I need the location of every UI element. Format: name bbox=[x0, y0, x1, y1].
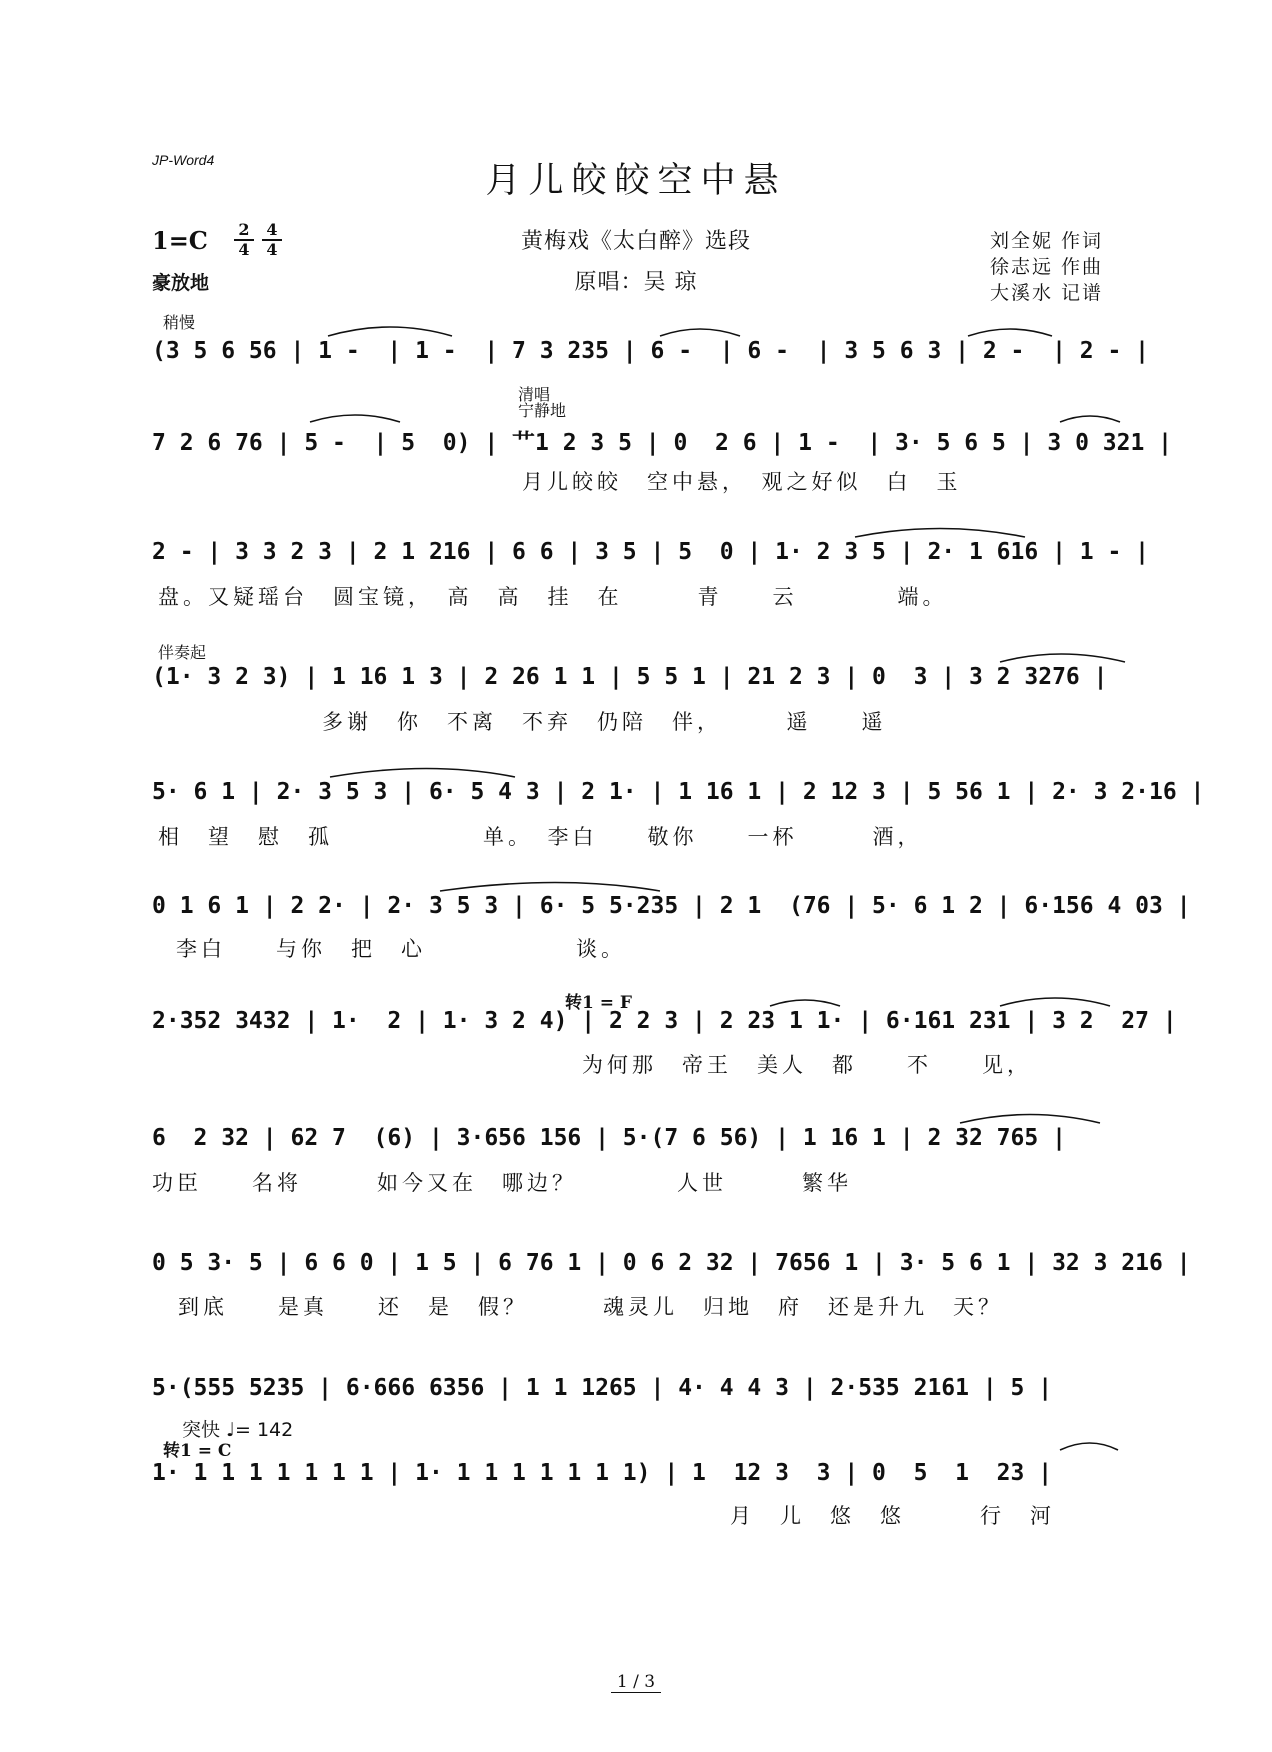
tie-mark bbox=[660, 329, 740, 336]
modulation-mark-f: 转1 = F bbox=[565, 993, 632, 1013]
lyric-line-5: 相 望 慰 孤 单。 李白 敬你 一杯 酒， bbox=[158, 825, 923, 849]
meter-bottom: 4 bbox=[266, 240, 278, 259]
notation-line-2: 7 2 6 76 | 5 - | 5 0) | 艹1 2 3 5 | 0 2 6 | 1 - | 3· 5 6 5 | 3 0 321 | bbox=[152, 430, 1172, 456]
meter-top: 4 bbox=[266, 220, 278, 239]
notation-line-10: 5·(555 5235 | 6·666 6356 | 1 1 1265 | 4· 4 4 3 | 2·535 2161 | 5 | bbox=[152, 1375, 1053, 1401]
notation-line-3: 2 - | 3 3 2 3 | 2 1 216 | 6 6 | 3 5 | 5 0 | 1· 2 3 5 | 2· 1 616 | 1 - | bbox=[152, 539, 1149, 565]
slur-mark bbox=[960, 1115, 1100, 1124]
song-title: 月儿皎皎空中悬 bbox=[485, 161, 787, 201]
tempo-mark-slow: 稍慢 bbox=[163, 313, 196, 332]
slur-mark bbox=[1000, 998, 1110, 1006]
slur-mark bbox=[855, 529, 1025, 538]
tempo-change-mark: 突快 ♩= 142 bbox=[182, 1419, 294, 1441]
notation-line-11: 1· 1 1 1 1 1 1 1 | 1· 1 1 1 1 1 1 1) | 1 12 3 3 | 0 5 1 23 | bbox=[152, 1460, 1053, 1486]
slur-mark bbox=[1000, 654, 1125, 662]
key-signature: 1=C bbox=[152, 226, 208, 255]
transcriber-credit: 大溪水 记谱 bbox=[990, 282, 1104, 304]
expression-mark: 豪放地 bbox=[152, 272, 210, 294]
accompaniment-mark: 伴奏起 bbox=[158, 643, 207, 662]
original-singer: 原唱：吴 琼 bbox=[574, 270, 698, 295]
modulation-mark-c: 转1 = C bbox=[163, 1441, 232, 1461]
notation-line-5: 5· 6 1 | 2· 3 5 3 | 6· 5 4 3 | 2 1· | 1 16 1 | 2 12 3 | 5 56 1 | 2· 3 2·16 | bbox=[152, 779, 1205, 805]
notation-line-6: 0 1 6 1 | 2 2· | 2· 3 5 3 | 6· 5 5·235 | 2 1 (76 | 5· 6 1 2 | 6·156 4 03 | bbox=[152, 893, 1191, 919]
subtitle: 黄梅戏《太白醉》选段 bbox=[520, 229, 751, 254]
lyric-line-9: 到底 是真 还 是 假？ 魂灵儿 归地 府 还是升九 天？ bbox=[178, 1295, 1003, 1319]
lyric-line-6: 李白 与你 把 心 谈。 bbox=[176, 937, 626, 961]
meter-bottom: 4 bbox=[238, 240, 250, 259]
lyric-line-4: 多谢 你 不离 不弃 仍陪 伴， 遥 遥 bbox=[322, 710, 887, 734]
slur-mark bbox=[440, 883, 660, 892]
tie-mark bbox=[328, 327, 452, 336]
composer-credit: 徐志远 作曲 bbox=[990, 256, 1104, 278]
page-number: 1 / 3 bbox=[0, 1672, 1272, 1692]
clear-sing-mark: 清唱 bbox=[518, 385, 551, 404]
meter-top: 2 bbox=[238, 220, 250, 239]
lyric-line-3: 盘。又疑瑶台 圆宝镜， 高 高 挂 在 青 云 端。 bbox=[158, 585, 948, 609]
notation-line-7: 2·352 3432 | 1· 2 | 1· 3 2 4) | 2 2 3 | 2 23 1 1· | 6·161 231 | 3 2 27 | bbox=[152, 1008, 1177, 1034]
lyric-line-2: 月儿皎皎 空中悬， 观之好似 白 玉 bbox=[522, 470, 962, 494]
lyric-line-7: 为何那 帝王 美人 都 不 见， bbox=[582, 1053, 1032, 1077]
tie-mark bbox=[968, 329, 1052, 336]
slur-mark bbox=[770, 1000, 840, 1006]
software-tag: JP-Word4 bbox=[152, 152, 215, 168]
slur-mark bbox=[330, 769, 515, 778]
calm-mark: 宁静地 bbox=[518, 401, 567, 420]
lyric-line-11: 月 儿 悠 悠 行 河 bbox=[730, 1504, 1055, 1528]
lyricist-credit: 刘全妮 作词 bbox=[990, 230, 1104, 252]
tie-mark bbox=[310, 415, 400, 422]
slur-mark bbox=[1060, 416, 1120, 422]
notation-line-8: 6 2 32 | 62 7 (6) | 3·656 156 | 5·(7 6 56) | 1 16 1 | 2 32 765 | bbox=[152, 1125, 1066, 1151]
lyric-line-8: 功臣 名将 如今又在 哪边？ 人世 繁华 bbox=[152, 1171, 852, 1195]
notation-line-1: (3 5 6 56 | 1 - | 1 - | 7 3 235 | 6 - | 6 - | 3 5 6 3 | 2 - | 2 - | bbox=[152, 338, 1149, 364]
notation-line-9: 0 5 3· 5 | 6 6 0 | 1 5 | 6 76 1 | 0 6 2 32 | 7656 1 | 3· 5 6 1 | 32 3 216 | bbox=[152, 1250, 1191, 1276]
slur-mark bbox=[1060, 1443, 1118, 1450]
notation-line-4: (1· 3 2 3) | 1 16 1 3 | 2 26 1 1 | 5 5 1 | 21 2 3 | 0 3 | 3 2 3276 | bbox=[152, 664, 1108, 690]
